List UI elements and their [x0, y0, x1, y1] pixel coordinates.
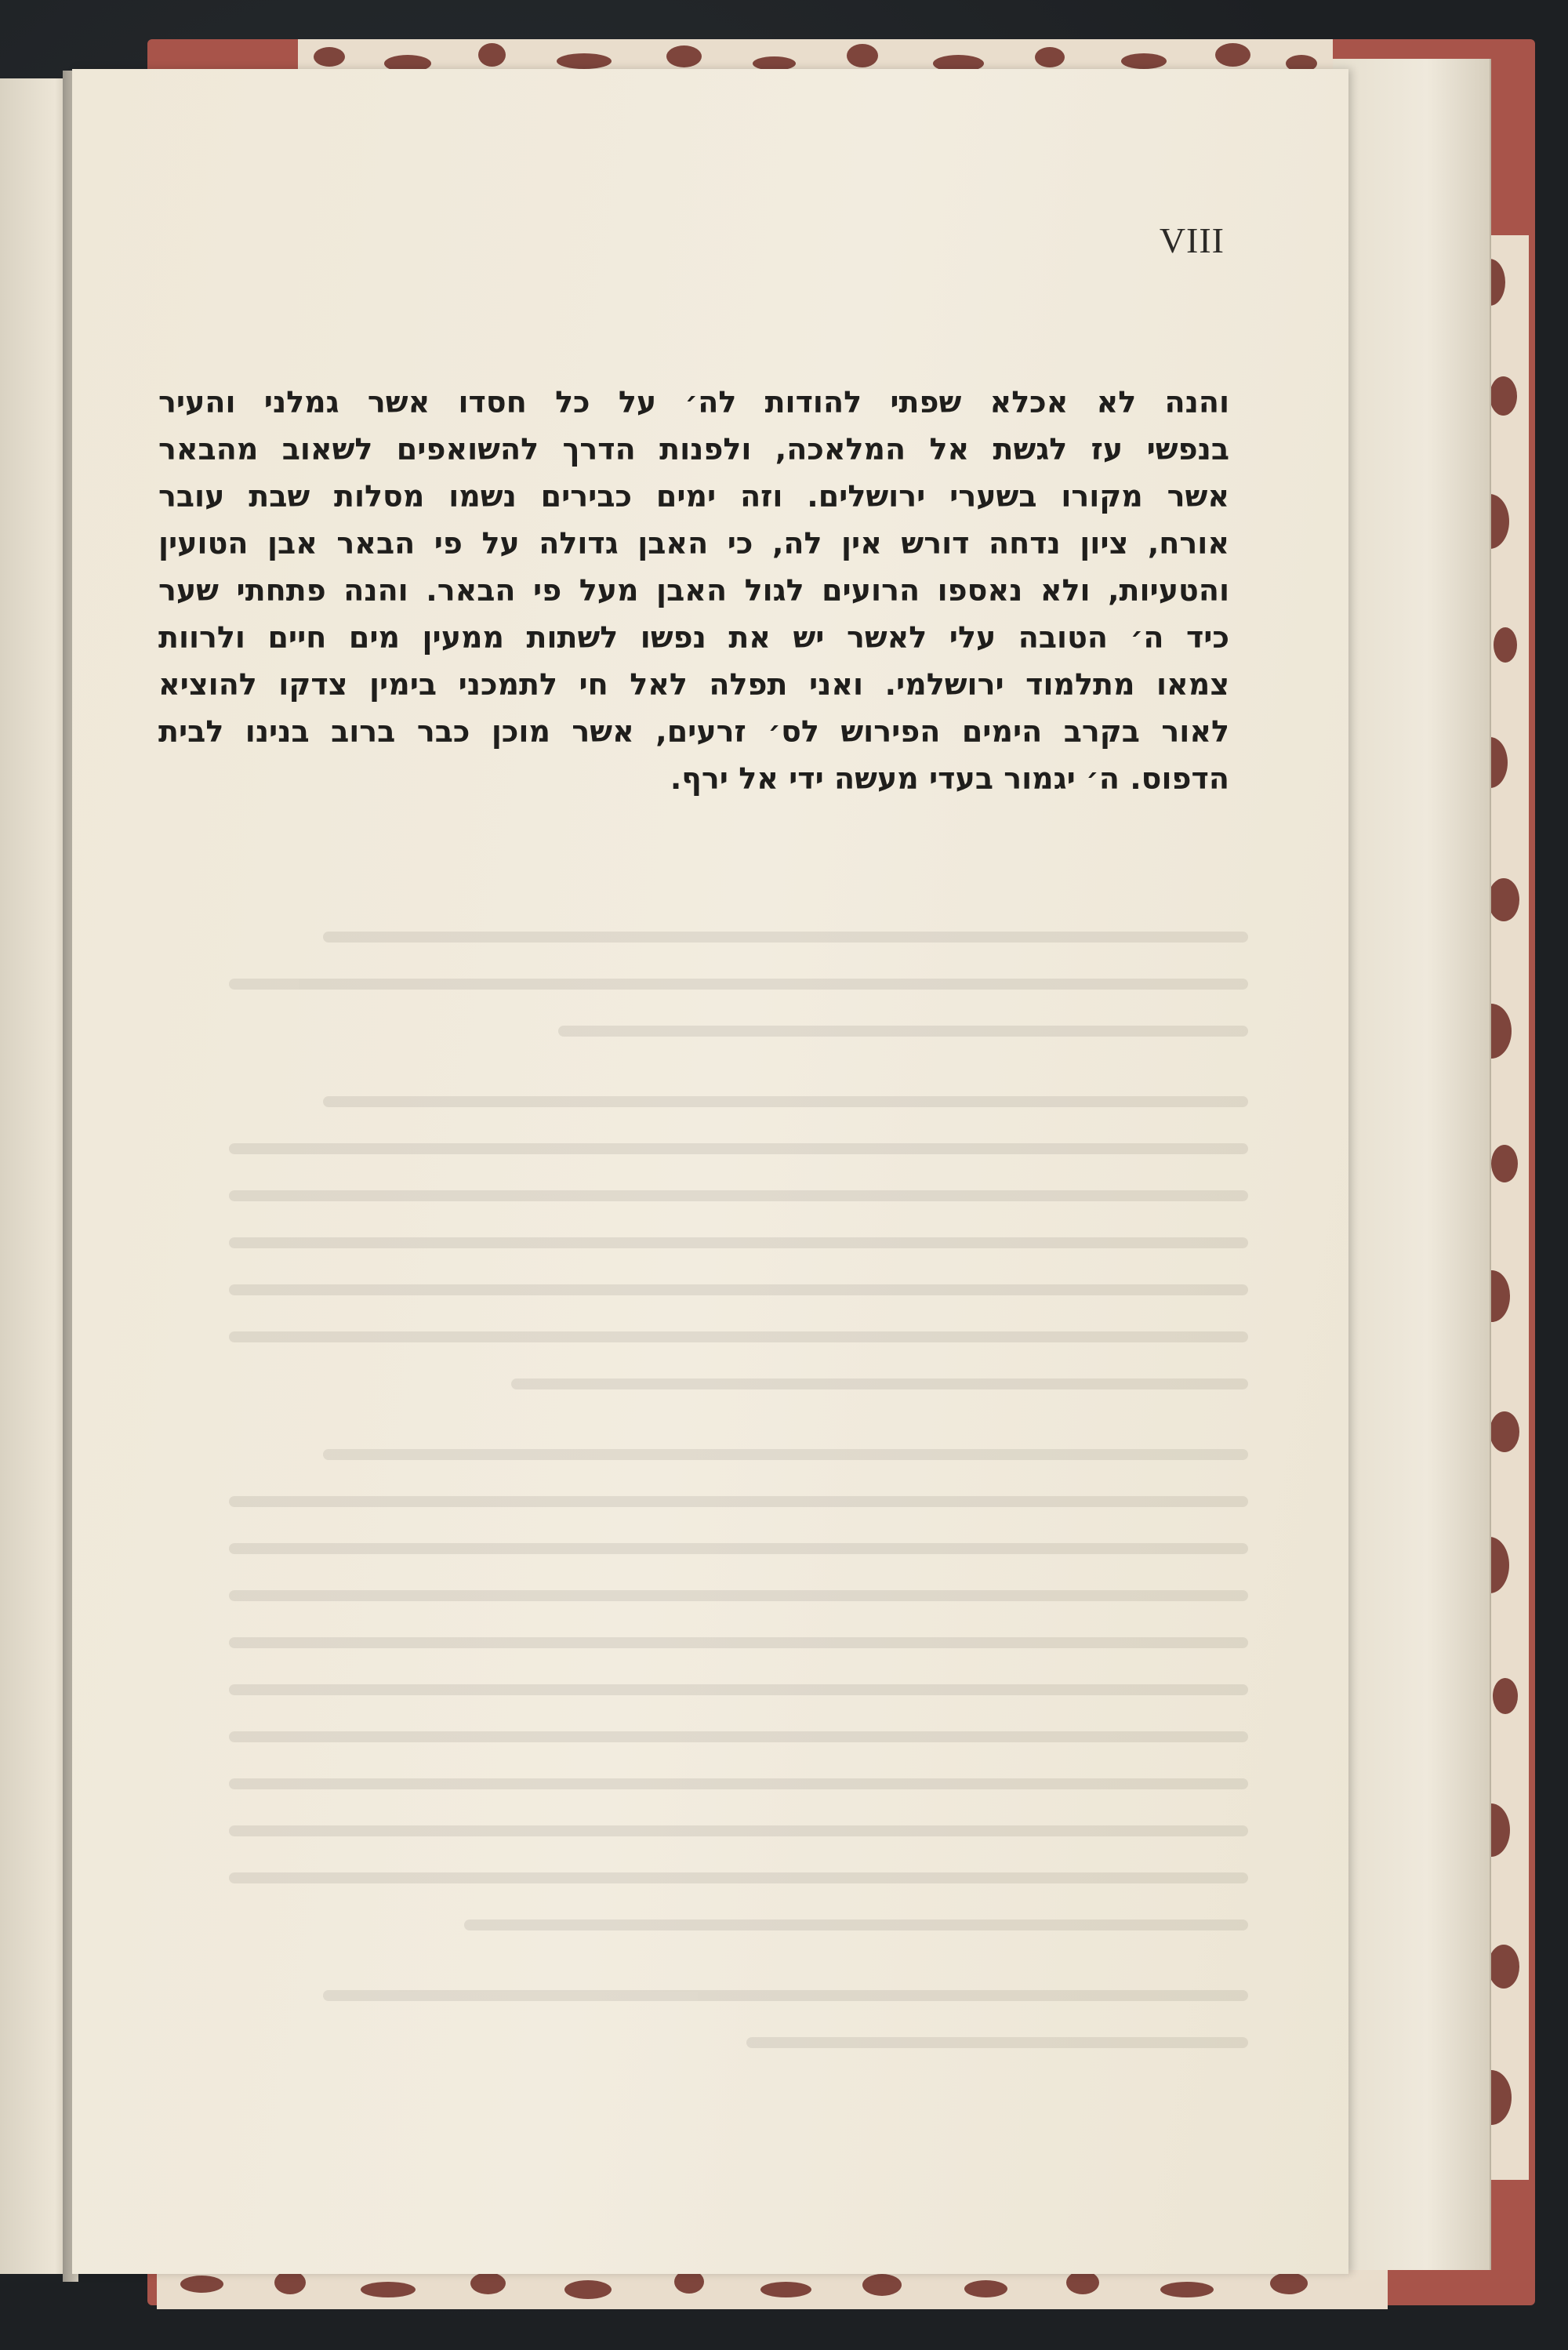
page-number: VIII: [1159, 220, 1225, 260]
text-line: והנה לא אכלא שפתי להודות לה׳ על כל חסדו אשר גמלני והעיר: [158, 385, 1229, 420]
text-line: לאור בקרב הימים הפירוש לס׳ זרעים, אשר מוכן כבר ברוב בנינו לבית: [158, 714, 1229, 749]
text-line: אורח, ציון נדחה דורש אין לה, כי האבן גדולה על פי הבאר אבן הטועין: [158, 526, 1229, 561]
text-line: והטעיות, ולא נאספו הרועים לגול האבן מעל פי הבאר. והנה פתחתי שער: [158, 573, 1229, 608]
text-line: הדפוס. ה׳ יגמור בעדי מעשה ידי אל ירף.: [670, 761, 1229, 796]
text-line: צמאו מתלמוד ירושלמי. ואני תפלה לאל חי לתמכני בימין צדקו להוציא: [158, 667, 1229, 702]
text-line: אשר מקורו בשערי ירושלים. וזה ימים כבירים נשמו מסלות שבת עובר: [158, 479, 1229, 514]
text-line: כיד ה׳ הטובה עלי לאשר יש את נפשו לשתות ממעין מים חיים ולרוות: [158, 620, 1229, 655]
facing-page-edge: [0, 78, 69, 2274]
book-page: [72, 69, 1348, 2274]
show-through-text: [229, 932, 1248, 2123]
page-stack-edge: [1333, 59, 1491, 2270]
body-paragraph: [158, 379, 1229, 802]
text-line: בנפשי עז לגשת אל המלאכה, ולפנות הדרך להשואפים לשאוב מהבאר: [158, 432, 1229, 467]
